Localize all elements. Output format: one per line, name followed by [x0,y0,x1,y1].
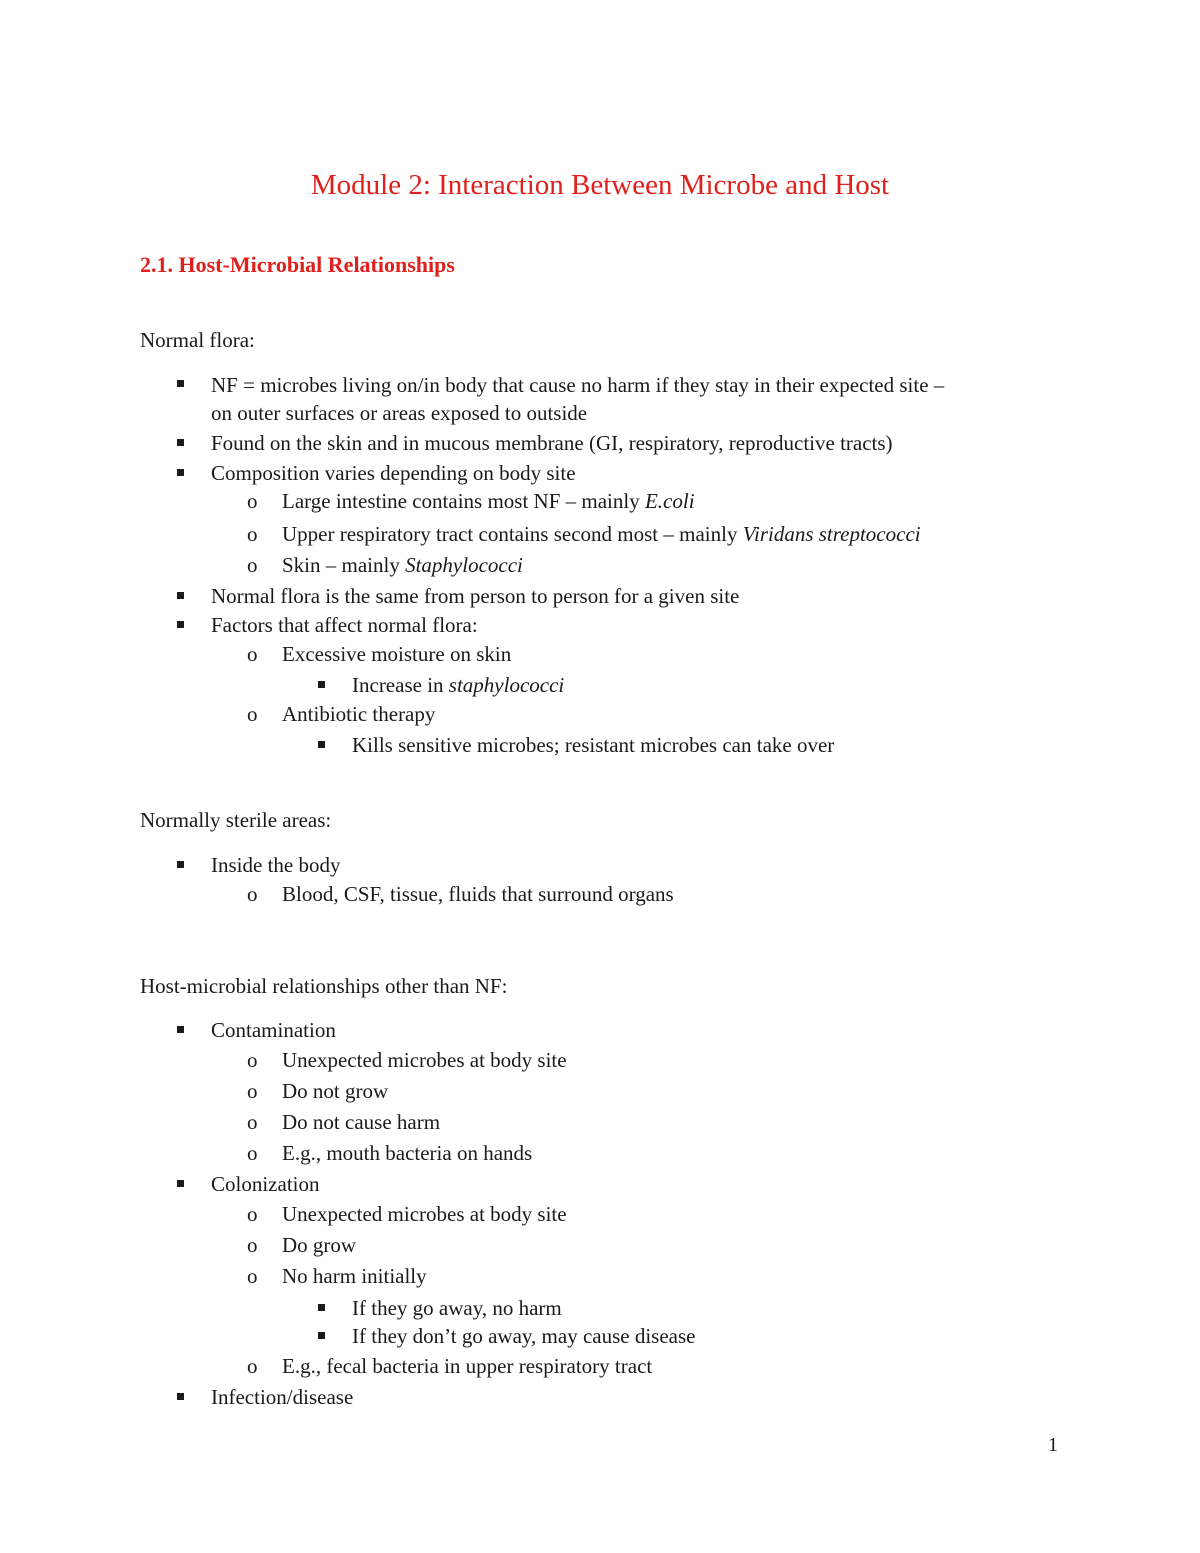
circle-bullet-icon: o [247,1233,258,1257]
sub-list-item [282,553,523,577]
sub-list-item-text: Upper respiratory tract contains second most – mainly [282,522,743,546]
sub-sub-list-item: If they don’t go away, may cause disease [352,1324,696,1348]
list-item: Normal flora is the same from person to person for a given site [211,584,740,608]
sub-list-item: Unexpected microbes at body site [282,1048,567,1072]
list-item: Composition varies depending on body site [211,461,576,485]
square-bullet-icon [318,741,325,748]
square-bullet-icon [318,681,325,688]
circle-bullet-icon: o [247,522,258,546]
list-item: Infection/disease [211,1385,354,1409]
other-relationships-heading: Host-microbial relationships other than NF: [140,974,508,998]
sub-list-item: Blood, CSF, tissue, fluids that surround organs [282,882,674,906]
square-bullet-icon [318,1332,325,1339]
sub-list-item: Do not cause harm [282,1110,441,1134]
square-bullet-icon [177,861,184,868]
circle-bullet-icon: o [247,642,258,666]
circle-bullet-icon: o [247,882,258,906]
circle-bullet-icon: o [247,489,258,513]
sub-list-item: No harm initially [282,1264,427,1288]
organism-name: staphylococci [448,673,565,697]
circle-bullet-icon: o [247,1048,258,1072]
circle-bullet-icon: o [247,1202,258,1226]
list-item: Contamination [211,1018,336,1042]
square-bullet-icon [177,592,184,599]
sub-list-item: E.g., mouth bacteria on hands [282,1141,533,1165]
square-bullet-icon [318,1304,325,1311]
sub-list-item-text: Skin – mainly [282,553,406,577]
normal-flora-heading: Normal flora: [140,328,255,352]
list-item: Colonization [211,1172,320,1196]
circle-bullet-icon: o [247,553,258,577]
sub-list-item: Unexpected microbes at body site [282,1202,567,1226]
sub-sub-list-item-text: Increase in [352,673,449,697]
square-bullet-icon [177,380,184,387]
circle-bullet-icon: o [247,1264,258,1288]
page-title: Module 2: Interaction Between Microbe and Host [310,169,890,201]
circle-bullet-icon: o [247,1141,258,1165]
list-item: Factors that affect normal flora: [211,613,478,637]
square-bullet-icon [177,469,184,476]
list-item: Inside the body [211,853,341,877]
sub-list-item [282,489,695,513]
circle-bullet-icon: o [247,1354,258,1378]
sub-list-item: Do not grow [282,1079,389,1103]
section-heading: 2.1. Host-Microbial Relationships [140,252,455,277]
sub-list-item: Excessive moisture on skin [282,642,512,666]
organism-name: E.coli [644,489,695,513]
list-item-continuation: on outer surfaces or areas exposed to outside [211,401,588,425]
sub-sub-list-item: If they go away, no harm [352,1296,562,1320]
list-item: NF = microbes living on/in body that cause no harm if they stay in their expected site – [211,373,945,397]
list-item: Found on the skin and in mucous membrane (GI, respiratory, reproductive tracts) [211,431,893,455]
circle-bullet-icon: o [247,1110,258,1134]
sterile-areas-heading: Normally sterile areas: [140,808,332,832]
sub-list-item [282,522,921,546]
square-bullet-icon [177,439,184,446]
page-number: 1 [1048,1434,1058,1456]
square-bullet-icon [177,1026,184,1033]
square-bullet-icon [177,1180,184,1187]
sub-sub-list-item: Kills sensitive microbes; resistant microbes can take over [352,733,835,757]
circle-bullet-icon: o [247,702,258,726]
sub-list-item-text: Large intestine contains most NF – mainly [282,489,645,513]
square-bullet-icon [177,621,184,628]
organism-name: Staphylococci [405,553,523,577]
square-bullet-icon [177,1393,184,1400]
sub-list-item: Do grow [282,1233,357,1257]
sub-list-item: E.g., fecal bacteria in upper respiratory tract [282,1354,653,1378]
circle-bullet-icon: o [247,1079,258,1103]
organism-name: Viridans streptococci [742,522,921,546]
sub-sub-list-item [352,673,564,697]
sub-list-item: Antibiotic therapy [282,702,436,726]
